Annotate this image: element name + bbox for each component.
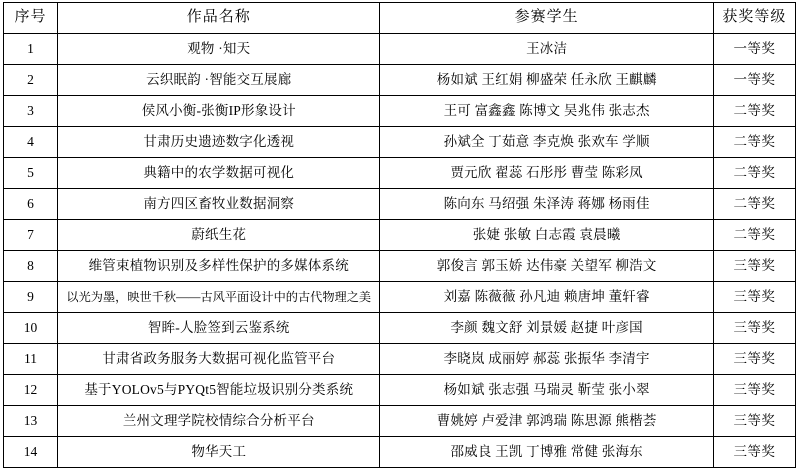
cell-seq: 3: [4, 96, 58, 127]
cell-award-level: 三等奖: [713, 251, 795, 282]
cell-work-name: 侯风小衡-张衡IP形象设计: [58, 96, 380, 127]
cell-students: 贾元欣 翟蕊 石彤彤 曹莹 陈彩凤: [380, 158, 713, 189]
table-row: [4, 251, 796, 282]
cell-award-level: 三等奖: [713, 406, 795, 437]
cell-students: 张婕 张敏 白志霞 袁晨曦: [380, 220, 713, 251]
cell-students: 李颜 魏文舒 刘景媛 赵捷 叶彦国: [380, 313, 713, 344]
cell-students: 郭俊言 郭玉娇 达伟豪 关望军 柳浩文: [380, 251, 713, 282]
column-header-seq: 序号: [4, 3, 58, 34]
column-header-students: 参赛学生: [380, 3, 713, 34]
cell-work-name: 甘肃省政务服务大数据可视化监管平台: [58, 344, 380, 375]
table-header: [4, 3, 796, 34]
cell-award-level: 三等奖: [713, 375, 795, 406]
cell-work-name: 南方四区畜牧业数据洞察: [58, 189, 380, 220]
cell-award-level: 二等奖: [713, 158, 795, 189]
cell-award-level: 一等奖: [713, 65, 795, 96]
table-row: [4, 96, 796, 127]
cell-work-name: 甘肃历史遗迹数字化透视: [58, 127, 380, 158]
cell-seq: 9: [4, 282, 58, 313]
cell-work-name: 观物 ·知天: [58, 34, 380, 65]
cell-work-name: 云织眠韵 ·智能交互展廊: [58, 65, 380, 96]
cell-award-level: 二等奖: [713, 96, 795, 127]
cell-students: 李晓岚 成丽婷 郝蕊 张振华 李清宇: [380, 344, 713, 375]
cell-award-level: 三等奖: [713, 313, 795, 344]
cell-seq: 5: [4, 158, 58, 189]
cell-work-name: 兰州文理学院校情综合分析平台: [58, 406, 380, 437]
cell-award-level: 三等奖: [713, 344, 795, 375]
cell-seq: 1: [4, 34, 58, 65]
table-row: [4, 375, 796, 406]
table-row: [4, 158, 796, 189]
cell-work-name: 蔚纸生花: [58, 220, 380, 251]
cell-award-level: 三等奖: [713, 437, 795, 468]
cell-seq: 2: [4, 65, 58, 96]
cell-students: 王可 富鑫鑫 陈博文 吴兆伟 张志杰: [380, 96, 713, 127]
cell-students: 陈向东 马绍强 朱泽涛 蒋娜 杨雨佳: [380, 189, 713, 220]
table-row: [4, 344, 796, 375]
cell-award-level: 二等奖: [713, 189, 795, 220]
cell-award-level: 二等奖: [713, 127, 795, 158]
cell-students: 曹姚婷 卢爱津 郭鸿瑞 陈思源 熊楷荟: [380, 406, 713, 437]
table-row: [4, 437, 796, 468]
table-row: [4, 220, 796, 251]
table-row: [4, 189, 796, 220]
table-header-row: [4, 3, 796, 34]
column-header-work: 作品名称: [58, 3, 380, 34]
cell-seq: 14: [4, 437, 58, 468]
table-row: [4, 34, 796, 65]
cell-work-name: 以光为墨，映世千秋——古风平面设计中的古代物理之美: [58, 282, 380, 313]
cell-seq: 6: [4, 189, 58, 220]
table-row: [4, 282, 796, 313]
cell-seq: 10: [4, 313, 58, 344]
cell-students: 王冰洁: [380, 34, 713, 65]
cell-work-name: 典籍中的农学数据可视化: [58, 158, 380, 189]
cell-award-level: 二等奖: [713, 220, 795, 251]
table-row: [4, 65, 796, 96]
cell-work-name: 智眸-人脸签到云鉴系统: [58, 313, 380, 344]
cell-award-level: 三等奖: [713, 282, 795, 313]
cell-work-name: 物华天工: [58, 437, 380, 468]
cell-seq: 8: [4, 251, 58, 282]
table-row: [4, 313, 796, 344]
cell-students: 刘嘉 陈薇薇 孙凡迪 赖唐坤 董轩睿: [380, 282, 713, 313]
cell-students: 孙斌全 丁茹意 李克焕 张欢车 学顺: [380, 127, 713, 158]
cell-students: 杨如斌 王红娟 柳盛荣 任永欣 王麒麟: [380, 65, 713, 96]
cell-students: 杨如斌 张志强 马瑞灵 靳莹 张小翠: [380, 375, 713, 406]
cell-work-name: 维管束植物识别及多样性保护的多媒体系统: [58, 251, 380, 282]
table-body: [4, 34, 796, 468]
cell-seq: 11: [4, 344, 58, 375]
award-list-table: [3, 2, 796, 468]
cell-seq: 4: [4, 127, 58, 158]
cell-seq: 7: [4, 220, 58, 251]
cell-work-name: 基于YOLOv5与PYQt5智能垃圾识别分类系统: [58, 375, 380, 406]
cell-seq: 13: [4, 406, 58, 437]
column-header-award: 获奖等级: [713, 3, 795, 34]
cell-award-level: 一等奖: [713, 34, 795, 65]
cell-seq: 12: [4, 375, 58, 406]
cell-students: 邵威良 王凯 丁博雅 常健 张海东: [380, 437, 713, 468]
table-row: [4, 406, 796, 437]
table-row: [4, 127, 796, 158]
